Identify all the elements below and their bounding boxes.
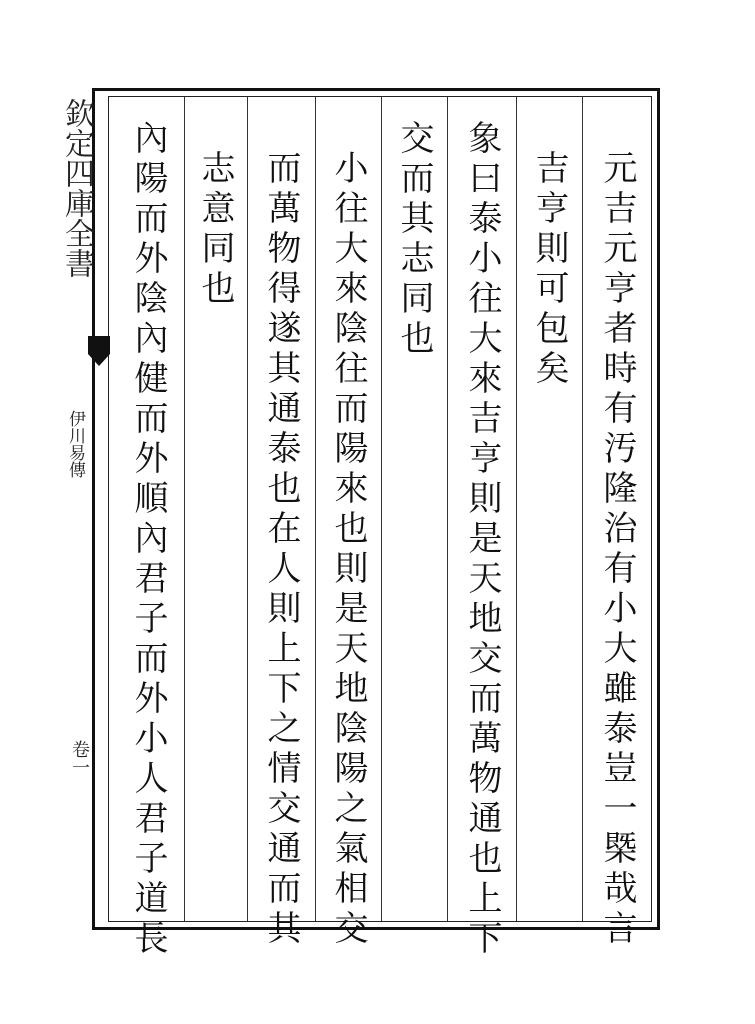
column-rule [315, 97, 316, 921]
column-rule [582, 97, 583, 921]
column-rule [516, 97, 517, 921]
column-rule [381, 97, 382, 921]
text-column-6: 而萬物得遂其通泰也在人則上下之情交通而其 [261, 150, 301, 950]
text-column-8: 內陽而外陰內健而外順內君子而外小人君子道長 [128, 120, 168, 960]
text-column-2: 吉亨則可包矣 [529, 150, 569, 390]
margin-page-number: 卷一 [69, 740, 90, 776]
fishtail-mark [88, 336, 110, 354]
text-column-4: 交而其志同也 [394, 120, 434, 360]
text-column-7: 志意同也 [195, 150, 235, 310]
text-column-1: 元吉元亨者時有汚隆治有小大雖泰豈一槩哉言 [597, 150, 637, 950]
column-rule [247, 97, 248, 921]
column-rule [184, 97, 185, 921]
text-column-5: 小往大來陰往而陽來也則是天地陰陽之氣相交 [328, 150, 368, 950]
column-rule [447, 97, 448, 921]
margin-book-title: 欽定四庫全書 [59, 98, 94, 278]
text-column-3: 象曰泰小往大來吉亨則是天地交而萬物通也上下 [462, 120, 502, 960]
margin-source-title: 伊川易傳 [65, 410, 85, 478]
